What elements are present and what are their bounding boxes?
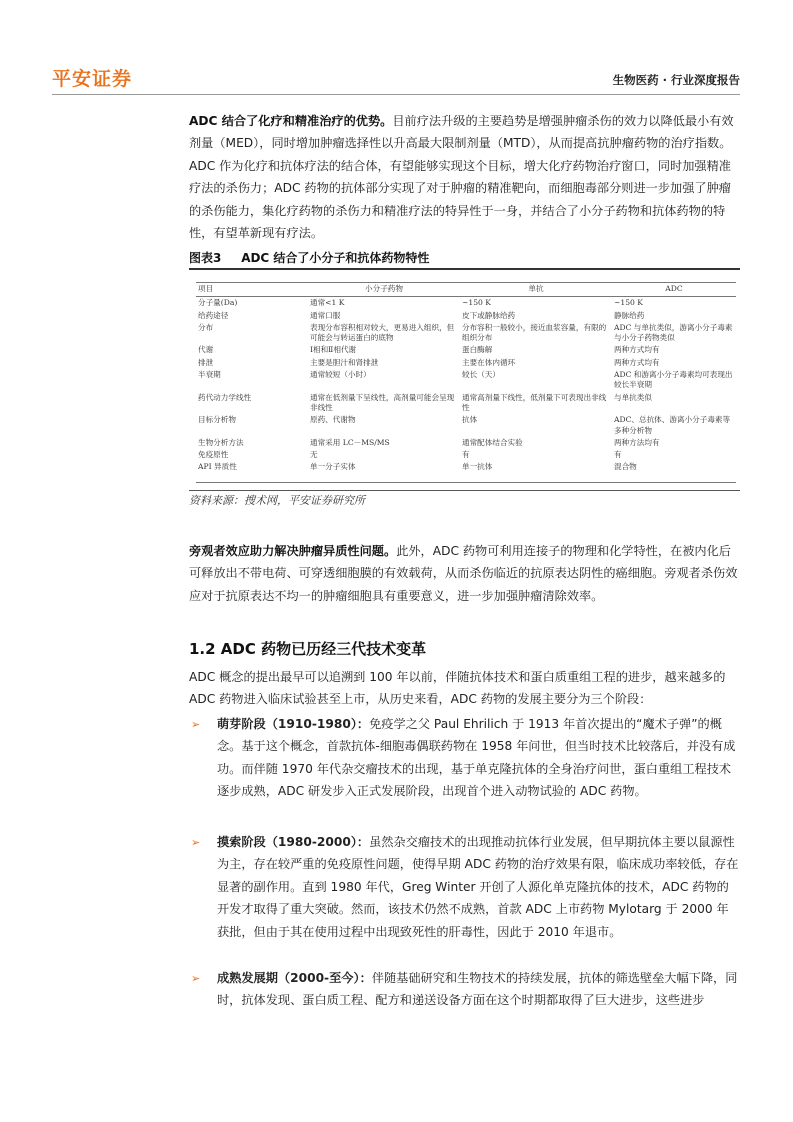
table-row bbox=[196, 392, 736, 415]
header-divider bbox=[52, 94, 740, 95]
table-cell: 半衰期 bbox=[198, 370, 221, 380]
table-header-cell: 项目 bbox=[196, 283, 308, 297]
bystander-lead: 旁观者效应助力解决肿瘤异质性问题。 bbox=[189, 544, 397, 558]
table-cell: 两种方法均有 bbox=[614, 437, 660, 447]
table-cell: ~150 K bbox=[614, 298, 643, 308]
table-row bbox=[196, 357, 736, 369]
table-cell: 药代动力学线性 bbox=[198, 392, 252, 402]
intro-text: 目前疗法升级的主要趋势是增强肿瘤杀伤的效力以降低最小有效剂量（MED），同时增加肿瘤选择性以升高最大限制剂量（MTD），从而提高抗肿瘤药物的治疗指数。ADC 作为化疗和抗体疗法的结合体，有望能够实现这个目标，增大化疗药物治疗窗口，同时加强精准疗法的杀伤力；ADC 药物的抗体部分实现了对于肿瘤的精准靶向，而细胞毒部分则进一步加强了肿瘤的杀伤能力，集化疗药物的杀伤力和精准疗法的特异性于一身，并结合了小分子药物和抗体药物的特性，有望革新现有疗法。 bbox=[189, 114, 734, 241]
table-cell: 分子量(Da) bbox=[198, 298, 238, 308]
table-cell: 分布 bbox=[198, 322, 214, 332]
stage-text: 虽然杂交瘤技术的出现推动抗体行业发展，但早期抗体主要以鼠源性为主，存在较严重的免疫原性问题，使得早期 ADC 药物的治疗效果有限，临床成功率较低，存在显著的副作用。直到 1980 年代，Greg Winter 开创了人源化单克隆抗体的技术，ADC 药物的开发才取得了重大突破。然而，该技术仍然不成熟，首款 ADC 上市药物 Mylotarg 于 2000 年获批，但由于其在使用过程中出现致死性的肝毒性，因此于 2010 年退市。 bbox=[217, 835, 739, 939]
brand-logo: 平安证券 bbox=[52, 68, 133, 90]
section-intro-text: ADC 概念的提出最早可以追溯到 100 年以前，伴随抗体技术和蛋白质重组工程的进步，越来越多的 ADC 药物进入临床试验甚至上市，从历史来看，ADC 药物的发展主要分为三个阶段： bbox=[189, 670, 726, 707]
table-cell: 主要在体内循环 bbox=[462, 357, 516, 367]
list-item bbox=[217, 831, 740, 943]
table-cell: 通常较短（小时） bbox=[310, 370, 371, 380]
table-row bbox=[196, 369, 736, 392]
intro-lead: ADC 结合了化疗和精准治疗的优势。 bbox=[189, 114, 393, 128]
table-cell: ADC、总抗体、游离小分子毒素等多种分析物 bbox=[614, 415, 731, 435]
table-cell: 通常口服 bbox=[310, 310, 341, 320]
arrow-bullet-icon: ➢ bbox=[191, 718, 201, 731]
table-cell: 通常配体结合实验 bbox=[462, 437, 523, 447]
figure-caption: ADC 结合了小分子和抗体药物特性 bbox=[241, 251, 430, 265]
comparison-table bbox=[196, 283, 736, 474]
table-cell: 代谢 bbox=[198, 345, 214, 355]
stage-text: 伴随基础研究和生物技术的持续发展，抗体的筛选壁垒大幅下降，同时，抗体发现、蛋白质工程、配方和递送设备方面在这个时期都取得了巨大进步，这些进步 bbox=[217, 971, 738, 1008]
table-cell: 与单抗类似 bbox=[614, 392, 652, 402]
arrow-bullet-icon: ➢ bbox=[191, 836, 201, 849]
table-cell: 混合物 bbox=[614, 462, 637, 472]
table-cell: 有 bbox=[462, 450, 470, 460]
figure-top-rule bbox=[189, 268, 740, 270]
list-item bbox=[217, 967, 740, 1012]
table-cell: 通常采用 LC－MS/MS bbox=[310, 437, 390, 447]
report-category: 生物医药 · 行业深度报告 bbox=[612, 73, 740, 87]
table-cell: ~150 K bbox=[462, 298, 491, 308]
table-cell: 主要是胆汁和肾排泄 bbox=[310, 357, 379, 367]
page-header bbox=[52, 62, 740, 90]
table-cell: 生物分析方法 bbox=[198, 437, 244, 447]
table-cell: 原药、代谢物 bbox=[310, 415, 356, 425]
table-cell: 蛋白酶解 bbox=[462, 345, 493, 355]
figure-title bbox=[189, 249, 740, 266]
stage-title: 成熟发展期（2000-至今）： bbox=[217, 971, 372, 985]
table-header-row bbox=[196, 283, 736, 297]
table-cell: 无 bbox=[310, 450, 318, 460]
table-header-cell: ADC bbox=[612, 283, 736, 297]
table-bottom-rule bbox=[196, 482, 736, 483]
table-row bbox=[196, 310, 736, 322]
bystander-paragraph bbox=[189, 540, 740, 607]
table-cell: 排泄 bbox=[198, 357, 214, 367]
table-cell: 抗体 bbox=[462, 415, 478, 425]
table-header-cell: 小分子药物 bbox=[308, 283, 460, 297]
stage-title: 摸索阶段（1980-2000）： bbox=[217, 835, 370, 849]
table-cell: 通常在低剂量下呈线性，高剂量可能会呈现非线性 bbox=[310, 392, 455, 412]
table-cell: 单一分子实体 bbox=[310, 462, 356, 472]
table-row bbox=[196, 322, 736, 345]
figure-label: 图表3 bbox=[189, 251, 222, 265]
table-row bbox=[196, 414, 736, 437]
intro-paragraph bbox=[189, 110, 740, 244]
table-cell: 两种方式均有 bbox=[614, 345, 660, 355]
section-intro bbox=[189, 666, 740, 711]
table-cell: 通常高剂量下线性，低剂量下可表现出非线性 bbox=[462, 392, 607, 412]
table-cell: ADC 和游离小分子毒素均可表现出较长半衰期 bbox=[614, 370, 733, 390]
table-cell: 单一抗体 bbox=[462, 462, 493, 472]
table-cell: 表现分布容积相对较大，更易进入组织，但可能会与转运蛋白的底物 bbox=[310, 322, 455, 343]
table-header-cell: 单抗 bbox=[460, 283, 612, 297]
table-cell: 两种方式均有 bbox=[614, 357, 660, 367]
table-row bbox=[196, 461, 736, 473]
table-row bbox=[196, 449, 736, 461]
table-cell: 给药途径 bbox=[198, 310, 229, 320]
bystander-text: 此外，ADC 药物可利用连接子的物理和化学特性，在被内化后可释放出不带电荷、可穿透细胞膜的有效载荷，从而杀伤临近的抗原表达阴性的癌细胞。旁观者杀伤效应对于抗原表达不均一的肿瘤细胞具有重要意义，进一步加强肿瘤清除效率。 bbox=[189, 544, 738, 603]
table-cell: API 异质性 bbox=[198, 462, 237, 472]
table-cell: 通常<1 K bbox=[310, 298, 345, 308]
table-cell: 免疫原性 bbox=[198, 450, 229, 460]
table-cell: 静脉给药 bbox=[614, 310, 645, 320]
table-cell: 目标分析物 bbox=[198, 415, 236, 425]
table-cell: 有 bbox=[614, 450, 622, 460]
table-cell: 分布容积一般较小，接近血浆容量，有限的组织分布 bbox=[462, 322, 607, 343]
table-cell: ADC 与单抗类似，游离小分子毒素与小分子药物类似 bbox=[614, 322, 733, 343]
list-item bbox=[217, 713, 740, 803]
table-row bbox=[196, 344, 736, 356]
figure-source: 资料来源：搜术网，平安证券研究所 bbox=[189, 494, 365, 507]
table-row bbox=[196, 437, 736, 449]
table-row bbox=[196, 297, 736, 310]
stage-text: 免疫学之父 Paul Ehrilich 于 1913 年首次提出的“魔术子弹”的概念。基于这个概念，首款抗体-细胞毒偶联药物在 1958 年问世，但当时技术比较落后，并没有成功。而伴随 1970 年代杂交瘤技术的出现，基于单克隆抗体的全身治疗问世，蛋白重组工程技术逐步成熟，ADC 研发步入正式发展阶段，出现首个进入动物试验的 ADC 药物。 bbox=[217, 717, 736, 799]
table-cell: Ⅰ相和Ⅱ相代谢 bbox=[310, 345, 357, 355]
stage-title: 萌芽阶段（1910-1980）： bbox=[217, 717, 370, 731]
figure-bottom-rule bbox=[189, 490, 740, 491]
table-cell: 皮下或静脉给药 bbox=[462, 310, 516, 320]
table-cell: 较长（天） bbox=[462, 370, 500, 380]
section-heading: 1.2 ADC 药物已历经三代技术变革 bbox=[189, 640, 427, 658]
arrow-bullet-icon: ➢ bbox=[191, 972, 201, 985]
